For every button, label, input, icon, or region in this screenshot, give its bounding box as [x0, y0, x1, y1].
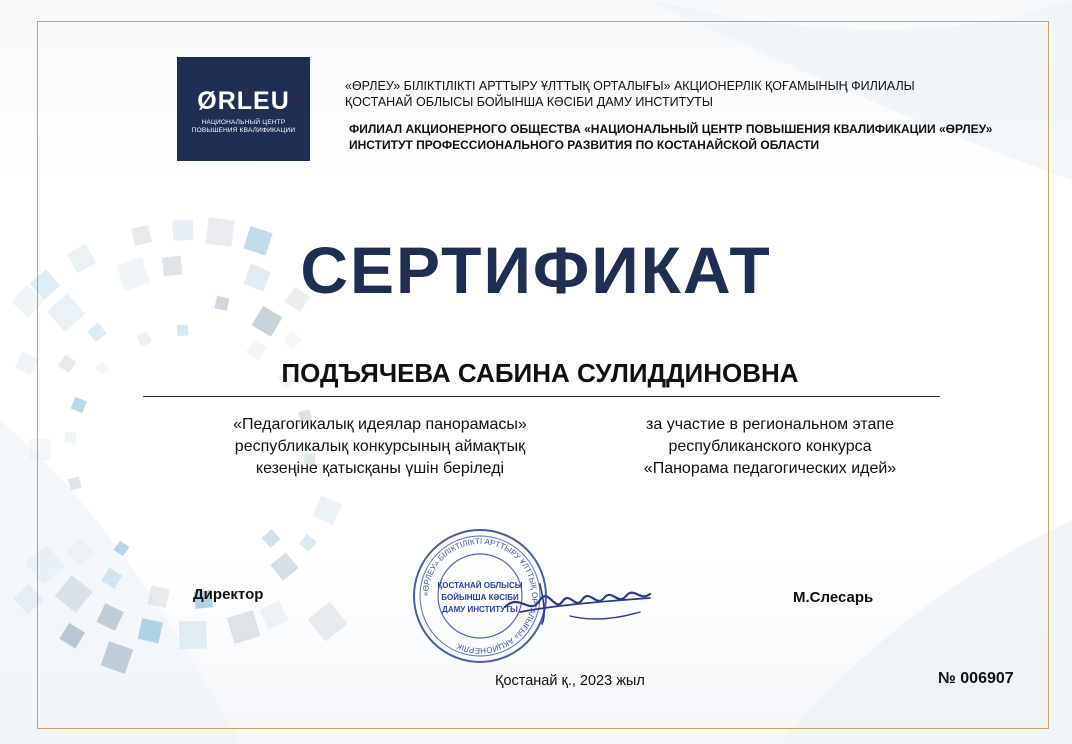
organization-kz-line1: «ӨРЛЕУ» БІЛІКТІЛІКТІ АРТТЫРУ ҰЛТТЫҚ ОРТАЛЫҒЫ» АКЦИОНЕРЛІК ҚОҒАМЫНЫҢ ФИЛИАЛЫ — [345, 79, 915, 93]
recipient-name: ПОДЪЯЧЕВА САБИНА СУЛИДДИНОВНА — [281, 358, 799, 388]
award-kz-line3: кезеңіне қатысқаны үшін беріледі — [255, 460, 505, 477]
logo-subtitle — [177, 119, 310, 135]
director-label: Директор — [193, 586, 264, 603]
stamp-ring-text: «ӨРЛЕУ» БІЛІКТІЛІКТІ АРТТЫРУ ҰЛТТЫҚ ОРТАЛЫҒЫ» АКЦИОНЕРЛІК — [420, 536, 540, 656]
organization-name-ru — [349, 121, 992, 153]
certificate-number: № 006907 — [938, 670, 1014, 687]
director-name: М.Слесарь — [793, 589, 874, 606]
award-kz-line1: «Педагогикалық идеялар панорамасы» — [233, 416, 527, 433]
name-underline — [143, 396, 940, 397]
logo-subtitle-line2: ПОВЫШЕНИЯ КВАЛИФИКАЦИИ — [191, 127, 296, 134]
award-kz-line2: республикалық конкурсының аймақтық — [234, 438, 526, 455]
organization-name-kz — [345, 78, 915, 110]
logo-subtitle-line1: НАЦИОНАЛЬНЫЙ ЦЕНТР — [201, 119, 286, 126]
orleu-logo — [177, 57, 310, 161]
organization-ru-line2: ИНСТИТУТ ПРОФЕССИОНАЛЬНОГО РАЗВИТИЯ ПО КОСТАНАЙСКОЙ ОБЛАСТИ — [349, 138, 820, 152]
organization-kz-line2: ҚОСТАНАЙ ОБЛЫСЫ БОЙЫНША КӘСІБИ ДАМУ ИНСТИТУТЫ — [345, 95, 713, 109]
organization-ru-line1: ФИЛИАЛ АКЦИОНЕРНОГО ОБЩЕСТВА «НАЦИОНАЛЬНЫЙ ЦЕНТР ПОВЫШЕНИЯ КВАЛИФИКАЦИИ «ӨРЛЕУ» — [349, 122, 993, 136]
stamp-inner-line3: ДАМУ ИНСТИТУТЫ — [442, 605, 518, 614]
award-ru-line2: республиканского конкурса — [668, 438, 872, 455]
award-text-ru — [570, 414, 970, 480]
stamp-inner-line1: ҚОСТАНАЙ ОБЛЫСЫ — [437, 581, 523, 590]
award-text-kz — [160, 414, 600, 480]
award-ru-line1: за участие в региональном этапе — [646, 416, 894, 433]
logo-wordmark: ØRLEU — [197, 87, 290, 115]
place-and-date: Қостанай қ., 2023 жыл — [495, 673, 645, 689]
mosaic-tile — [15, 351, 39, 375]
award-ru-line3: «Панорама педагогических идей» — [643, 460, 897, 477]
certificate-title: СЕРТИФИКАТ — [300, 233, 772, 307]
director-signature — [500, 572, 660, 632]
stamp-inner-line2: БОЙЫНША КӘСІБИ — [441, 593, 519, 602]
